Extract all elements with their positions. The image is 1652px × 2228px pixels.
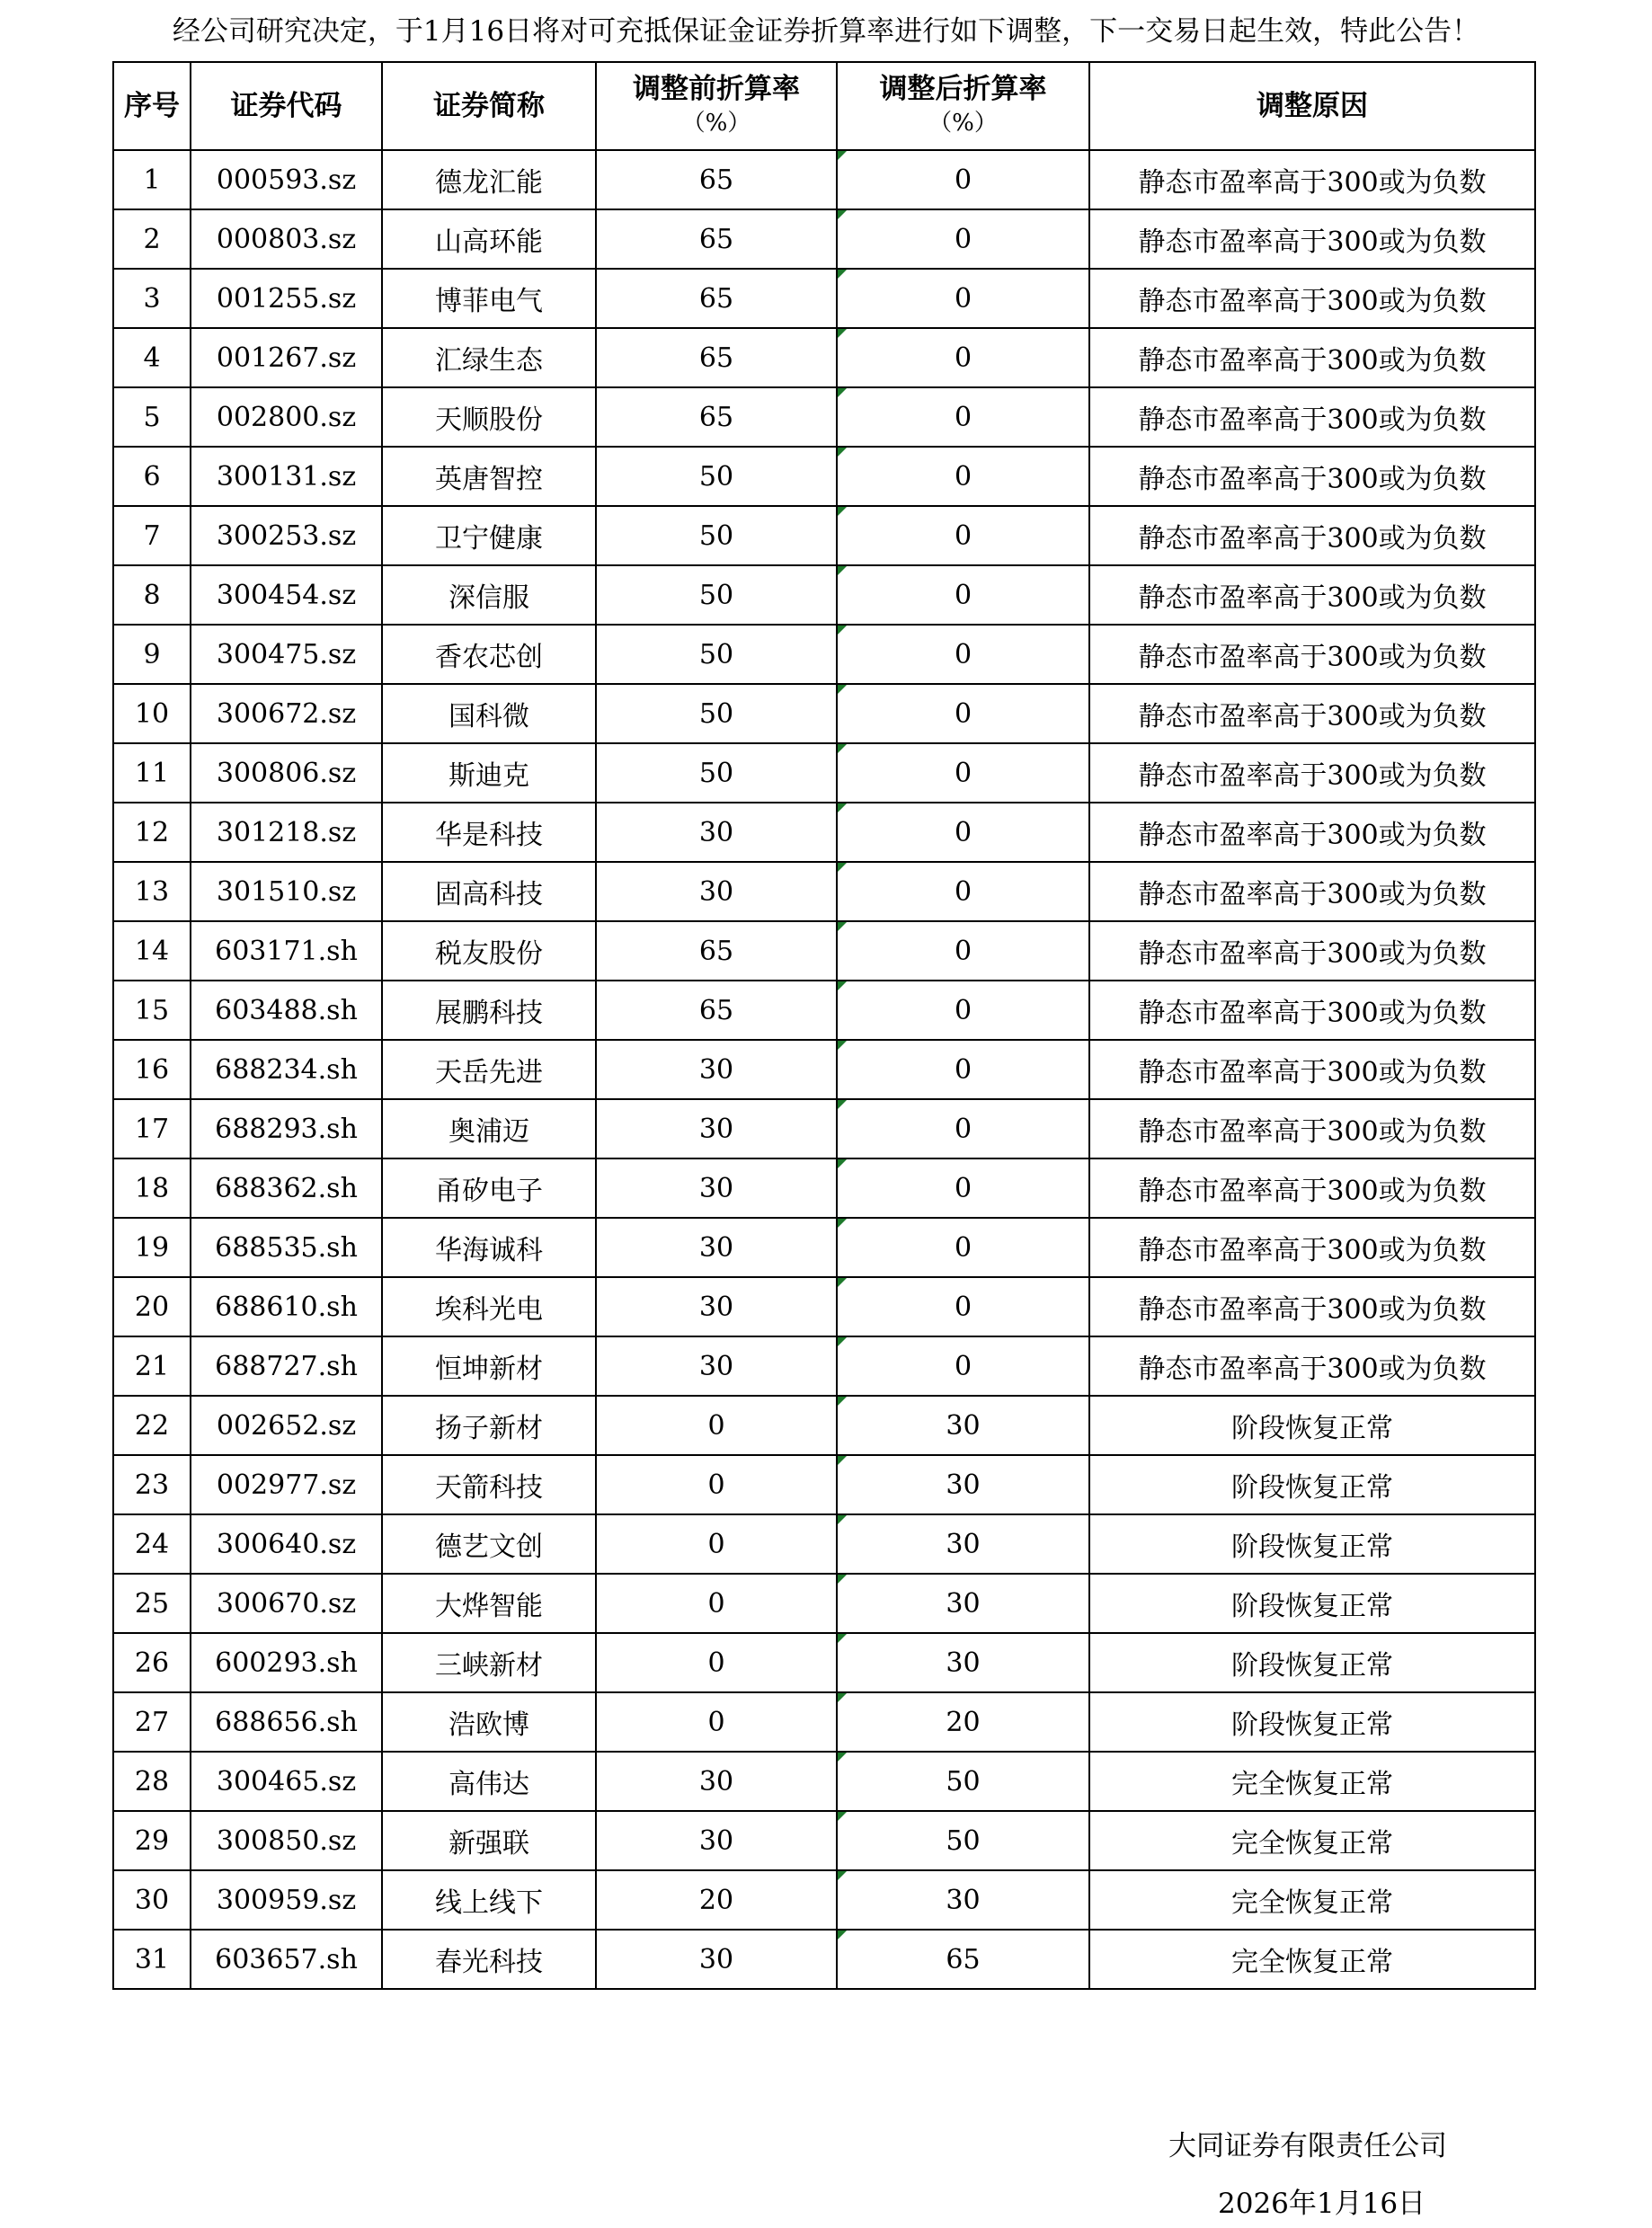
cell-after-value: 50 — [946, 1765, 981, 1797]
cell-before: 30 — [596, 1277, 837, 1336]
cell-reason: 完全恢复正常 — [1089, 1930, 1535, 1989]
table-row — [113, 625, 1535, 684]
cell-name: 固高科技 — [382, 862, 596, 921]
cell-after — [837, 150, 1089, 209]
cell-reason: 静态市盈率高于300或为负数 — [1089, 506, 1535, 565]
cell-name: 扬子新材 — [382, 1396, 596, 1455]
table-row — [113, 1158, 1535, 1218]
cell-reason: 完全恢复正常 — [1089, 1811, 1535, 1870]
cell-no: 29 — [113, 1811, 191, 1870]
cell-reason: 静态市盈率高于300或为负数 — [1089, 1218, 1535, 1277]
cell-no: 26 — [113, 1633, 191, 1692]
signature-company: 大同证券有限责任公司 — [1168, 2130, 1447, 2162]
cell-marker-icon — [838, 981, 847, 990]
cell-after — [837, 1040, 1089, 1099]
cell-code: 300475.sz — [191, 625, 382, 684]
table-row — [113, 565, 1535, 625]
cell-reason: 静态市盈率高于300或为负数 — [1089, 328, 1535, 387]
cell-marker-icon — [838, 388, 847, 397]
cell-after-value: 30 — [946, 1409, 981, 1442]
header-reason: 调整原因 — [1089, 62, 1535, 150]
cell-no: 6 — [113, 447, 191, 506]
cell-reason: 静态市盈率高于300或为负数 — [1089, 981, 1535, 1040]
cell-after-value: 0 — [954, 1113, 973, 1145]
table-row — [113, 1218, 1535, 1277]
cell-before: 65 — [596, 269, 837, 328]
cell-code: 002800.sz — [191, 387, 382, 447]
cell-after — [837, 1336, 1089, 1396]
cell-before: 65 — [596, 150, 837, 209]
notice-intro: 经公司研究决定，于1月16日将对可充抵保证金证券折算率进行如下调整，下一交易日起生效，特此公告！ — [172, 15, 1480, 48]
cell-marker-icon — [838, 1278, 847, 1287]
cell-after — [837, 1218, 1089, 1277]
header-before — [596, 62, 837, 150]
cell-after-value: 0 — [954, 342, 973, 374]
cell-name: 博菲电气 — [382, 269, 596, 328]
table-row — [113, 328, 1535, 387]
cell-name: 深信服 — [382, 565, 596, 625]
cell-after-value: 0 — [954, 1172, 973, 1204]
cell-no: 24 — [113, 1514, 191, 1574]
table-row — [113, 1336, 1535, 1396]
cell-no: 28 — [113, 1752, 191, 1811]
cell-code: 603488.sh — [191, 981, 382, 1040]
cell-name: 恒坤新材 — [382, 1336, 596, 1396]
cell-marker-icon — [838, 270, 847, 279]
cell-after-value: 0 — [954, 223, 973, 255]
cell-name: 香农芯创 — [382, 625, 596, 684]
cell-reason: 静态市盈率高于300或为负数 — [1089, 1277, 1535, 1336]
cell-marker-icon — [838, 1100, 847, 1109]
cell-name: 斯迪克 — [382, 743, 596, 803]
cell-name: 高伟达 — [382, 1752, 596, 1811]
cell-after-value: 0 — [954, 282, 973, 315]
cell-before: 0 — [596, 1514, 837, 1574]
cell-reason: 阶段恢复正常 — [1089, 1692, 1535, 1752]
cell-name: 德龙汇能 — [382, 150, 596, 209]
cell-after — [837, 328, 1089, 387]
cell-reason: 静态市盈率高于300或为负数 — [1089, 1040, 1535, 1099]
cell-name: 德艺文创 — [382, 1514, 596, 1574]
table-body — [113, 150, 1535, 1989]
cell-after-value: 65 — [946, 1943, 981, 1975]
cell-after — [837, 506, 1089, 565]
cell-after — [837, 1870, 1089, 1930]
table-row — [113, 1811, 1535, 1870]
cell-code: 300131.sz — [191, 447, 382, 506]
table-row — [113, 1040, 1535, 1099]
cell-before: 0 — [596, 1455, 837, 1514]
cell-after-value: 0 — [954, 994, 973, 1026]
signature-date: 2026年1月16日 — [1218, 2188, 1426, 2220]
cell-before: 65 — [596, 328, 837, 387]
cell-after — [837, 625, 1089, 684]
cell-code: 300670.sz — [191, 1574, 382, 1633]
cell-code: 603171.sh — [191, 921, 382, 981]
cell-after-value: 0 — [954, 935, 973, 967]
cell-no: 12 — [113, 803, 191, 862]
cell-marker-icon — [838, 151, 847, 160]
cell-code: 301218.sz — [191, 803, 382, 862]
cell-before: 50 — [596, 506, 837, 565]
cell-reason: 静态市盈率高于300或为负数 — [1089, 269, 1535, 328]
cell-before: 50 — [596, 625, 837, 684]
cell-code: 002652.sz — [191, 1396, 382, 1455]
cell-code: 001255.sz — [191, 269, 382, 328]
cell-no: 23 — [113, 1455, 191, 1514]
cell-code: 000593.sz — [191, 150, 382, 209]
cell-no: 27 — [113, 1692, 191, 1752]
cell-after-value: 30 — [946, 1528, 981, 1560]
cell-code: 300850.sz — [191, 1811, 382, 1870]
table-row — [113, 921, 1535, 981]
cell-marker-icon — [838, 922, 847, 931]
cell-name: 埃科光电 — [382, 1277, 596, 1336]
cell-after-value: 30 — [946, 1884, 981, 1916]
cell-after-value: 0 — [954, 875, 973, 908]
cell-after — [837, 981, 1089, 1040]
cell-marker-icon — [838, 863, 847, 872]
cell-code: 300959.sz — [191, 1870, 382, 1930]
header-after-unit: （%） — [928, 110, 998, 137]
cell-no: 30 — [113, 1870, 191, 1930]
table-row — [113, 1574, 1535, 1633]
cell-before: 30 — [596, 1040, 837, 1099]
cell-after-value: 0 — [954, 638, 973, 670]
table-row — [113, 269, 1535, 328]
cell-after-value: 0 — [954, 816, 973, 848]
cell-after — [837, 1396, 1089, 1455]
cell-no: 16 — [113, 1040, 191, 1099]
cell-after — [837, 803, 1089, 862]
cell-after — [837, 1158, 1089, 1218]
cell-name: 天箭科技 — [382, 1455, 596, 1514]
cell-code: 002977.sz — [191, 1455, 382, 1514]
cell-reason: 静态市盈率高于300或为负数 — [1089, 387, 1535, 447]
table-row — [113, 150, 1535, 209]
cell-marker-icon — [838, 803, 847, 812]
cell-before: 20 — [596, 1870, 837, 1930]
cell-before: 30 — [596, 1752, 837, 1811]
cell-name: 华是科技 — [382, 803, 596, 862]
cell-reason: 静态市盈率高于300或为负数 — [1089, 625, 1535, 684]
cell-marker-icon — [838, 744, 847, 753]
cell-before: 30 — [596, 1336, 837, 1396]
cell-name: 卫宁健康 — [382, 506, 596, 565]
table-row — [113, 862, 1535, 921]
cell-before: 0 — [596, 1396, 837, 1455]
cell-name: 天岳先进 — [382, 1040, 596, 1099]
table-row — [113, 1455, 1535, 1514]
header-no: 序号 — [113, 62, 191, 150]
cell-no: 9 — [113, 625, 191, 684]
table-row — [113, 981, 1535, 1040]
cell-code: 688656.sh — [191, 1692, 382, 1752]
cell-code: 688535.sh — [191, 1218, 382, 1277]
cell-no: 17 — [113, 1099, 191, 1158]
cell-reason: 静态市盈率高于300或为负数 — [1089, 862, 1535, 921]
cell-reason: 阶段恢复正常 — [1089, 1396, 1535, 1455]
cell-reason: 静态市盈率高于300或为负数 — [1089, 1158, 1535, 1218]
cell-marker-icon — [838, 1456, 847, 1465]
cell-code: 000803.sz — [191, 209, 382, 269]
cell-no: 10 — [113, 684, 191, 743]
cell-marker-icon — [838, 1812, 847, 1821]
cell-marker-icon — [838, 1159, 847, 1168]
cell-after-value: 0 — [954, 164, 973, 196]
cell-after-value: 0 — [954, 1350, 973, 1382]
cell-code: 688727.sh — [191, 1336, 382, 1396]
cell-no: 8 — [113, 565, 191, 625]
table-row — [113, 209, 1535, 269]
cell-after-value: 0 — [954, 460, 973, 493]
cell-code: 688293.sh — [191, 1099, 382, 1158]
table-row — [113, 1396, 1535, 1455]
cell-name: 税友股份 — [382, 921, 596, 981]
cell-before: 30 — [596, 862, 837, 921]
cell-marker-icon — [838, 1575, 847, 1584]
cell-code: 688362.sh — [191, 1158, 382, 1218]
cell-no: 5 — [113, 387, 191, 447]
cell-before: 65 — [596, 209, 837, 269]
table-row — [113, 1514, 1535, 1574]
cell-reason: 静态市盈率高于300或为负数 — [1089, 743, 1535, 803]
cell-no: 18 — [113, 1158, 191, 1218]
cell-after-value: 30 — [946, 1587, 981, 1620]
cell-no: 22 — [113, 1396, 191, 1455]
cell-before: 50 — [596, 565, 837, 625]
cell-code: 603657.sh — [191, 1930, 382, 1989]
cell-no: 15 — [113, 981, 191, 1040]
cell-marker-icon — [838, 1219, 847, 1228]
table-row — [113, 684, 1535, 743]
header-code: 证券代码 — [191, 62, 382, 150]
cell-after — [837, 269, 1089, 328]
cell-before: 30 — [596, 1930, 837, 1989]
cell-name: 浩欧博 — [382, 1692, 596, 1752]
cell-before: 0 — [596, 1574, 837, 1633]
cell-name: 英唐智控 — [382, 447, 596, 506]
header-after — [837, 62, 1089, 150]
cell-marker-icon — [838, 1931, 847, 1940]
cell-reason: 阶段恢复正常 — [1089, 1455, 1535, 1514]
cell-code: 300640.sz — [191, 1514, 382, 1574]
cell-no: 20 — [113, 1277, 191, 1336]
cell-name: 山高环能 — [382, 209, 596, 269]
cell-after — [837, 209, 1089, 269]
table-row — [113, 1752, 1535, 1811]
cell-reason: 阶段恢复正常 — [1089, 1633, 1535, 1692]
cell-marker-icon — [838, 1693, 847, 1702]
cell-before: 30 — [596, 1811, 837, 1870]
cell-no: 3 — [113, 269, 191, 328]
cell-name: 新强联 — [382, 1811, 596, 1870]
table-row — [113, 1692, 1535, 1752]
cell-marker-icon — [838, 329, 847, 338]
cell-after-value: 0 — [954, 757, 973, 789]
cell-after-value: 0 — [954, 697, 973, 730]
cell-code: 300454.sz — [191, 565, 382, 625]
header-after-label: 调整后折算率 — [879, 73, 1047, 105]
cell-name: 天顺股份 — [382, 387, 596, 447]
table-row — [113, 1099, 1535, 1158]
cell-after-value: 0 — [954, 1053, 973, 1086]
cell-no: 2 — [113, 209, 191, 269]
cell-no: 4 — [113, 328, 191, 387]
cell-name: 华海诚科 — [382, 1218, 596, 1277]
cell-marker-icon — [838, 210, 847, 219]
cell-marker-icon — [838, 1634, 847, 1643]
cell-before: 30 — [596, 1099, 837, 1158]
cell-before: 0 — [596, 1633, 837, 1692]
cell-name: 三峡新材 — [382, 1633, 596, 1692]
header-before-unit: （%） — [681, 110, 751, 137]
table-row — [113, 447, 1535, 506]
cell-after-value: 30 — [946, 1469, 981, 1501]
table-row — [113, 743, 1535, 803]
cell-marker-icon — [838, 685, 847, 694]
cell-before: 0 — [596, 1692, 837, 1752]
cell-reason: 静态市盈率高于300或为负数 — [1089, 803, 1535, 862]
cell-marker-icon — [838, 507, 847, 516]
cell-code: 688610.sh — [191, 1277, 382, 1336]
cell-reason: 完全恢复正常 — [1089, 1752, 1535, 1811]
cell-no: 21 — [113, 1336, 191, 1396]
cell-name: 展鹏科技 — [382, 981, 596, 1040]
cell-reason: 静态市盈率高于300或为负数 — [1089, 684, 1535, 743]
header-name: 证券简称 — [382, 62, 596, 150]
cell-name: 大烨智能 — [382, 1574, 596, 1633]
cell-after — [837, 1514, 1089, 1574]
cell-after — [837, 1277, 1089, 1336]
cell-before: 65 — [596, 981, 837, 1040]
cell-no: 11 — [113, 743, 191, 803]
cell-reason: 静态市盈率高于300或为负数 — [1089, 921, 1535, 981]
table-row — [113, 1870, 1535, 1930]
cell-no: 14 — [113, 921, 191, 981]
cell-no: 7 — [113, 506, 191, 565]
cell-reason: 静态市盈率高于300或为负数 — [1089, 1099, 1535, 1158]
cell-after-value: 20 — [946, 1706, 981, 1738]
cell-after — [837, 862, 1089, 921]
cell-after — [837, 684, 1089, 743]
cell-before: 30 — [596, 1158, 837, 1218]
cell-before: 50 — [596, 684, 837, 743]
cell-after-value: 0 — [954, 401, 973, 433]
table-row — [113, 1633, 1535, 1692]
cell-code: 300806.sz — [191, 743, 382, 803]
cell-name: 奥浦迈 — [382, 1099, 596, 1158]
cell-after — [837, 1099, 1089, 1158]
cell-marker-icon — [838, 1041, 847, 1050]
cell-after-value: 0 — [954, 1231, 973, 1264]
cell-after — [837, 447, 1089, 506]
cell-reason: 完全恢复正常 — [1089, 1870, 1535, 1930]
cell-after-value: 0 — [954, 519, 973, 552]
cell-code: 300465.sz — [191, 1752, 382, 1811]
cell-name: 国科微 — [382, 684, 596, 743]
cell-code: 301510.sz — [191, 862, 382, 921]
table-row — [113, 387, 1535, 447]
cell-before: 30 — [596, 803, 837, 862]
cell-marker-icon — [838, 1337, 847, 1346]
cell-no: 19 — [113, 1218, 191, 1277]
cell-after-value: 30 — [946, 1647, 981, 1679]
cell-marker-icon — [838, 1397, 847, 1406]
cell-marker-icon — [838, 626, 847, 635]
cell-after — [837, 1633, 1089, 1692]
cell-before: 50 — [596, 743, 837, 803]
header-before-label: 调整前折算率 — [633, 73, 800, 105]
cell-after — [837, 1930, 1089, 1989]
cell-after-value: 0 — [954, 579, 973, 611]
cell-after — [837, 1455, 1089, 1514]
cell-after — [837, 1752, 1089, 1811]
cell-after — [837, 743, 1089, 803]
cell-after — [837, 1574, 1089, 1633]
cell-code: 300253.sz — [191, 506, 382, 565]
cell-no: 25 — [113, 1574, 191, 1633]
table-header-row — [113, 62, 1535, 150]
cell-marker-icon — [838, 448, 847, 457]
cell-reason: 阶段恢复正常 — [1089, 1574, 1535, 1633]
cell-after — [837, 1692, 1089, 1752]
cell-after-value: 50 — [946, 1824, 981, 1857]
cell-no: 31 — [113, 1930, 191, 1989]
cell-no: 1 — [113, 150, 191, 209]
cell-marker-icon — [838, 1515, 847, 1524]
cell-reason: 静态市盈率高于300或为负数 — [1089, 447, 1535, 506]
cell-code: 688234.sh — [191, 1040, 382, 1099]
cell-reason: 静态市盈率高于300或为负数 — [1089, 1336, 1535, 1396]
cell-code: 001267.sz — [191, 328, 382, 387]
cell-code: 600293.sh — [191, 1633, 382, 1692]
cell-name: 春光科技 — [382, 1930, 596, 1989]
cell-reason: 静态市盈率高于300或为负数 — [1089, 209, 1535, 269]
table-row — [113, 506, 1535, 565]
cell-reason: 阶段恢复正常 — [1089, 1514, 1535, 1574]
cell-name: 甬矽电子 — [382, 1158, 596, 1218]
cell-code: 300672.sz — [191, 684, 382, 743]
cell-name: 汇绿生态 — [382, 328, 596, 387]
cell-reason: 静态市盈率高于300或为负数 — [1089, 150, 1535, 209]
cell-no: 13 — [113, 862, 191, 921]
table-row — [113, 803, 1535, 862]
cell-name: 线上线下 — [382, 1870, 596, 1930]
cell-before: 30 — [596, 1218, 837, 1277]
cell-marker-icon — [838, 1871, 847, 1880]
cell-before: 65 — [596, 921, 837, 981]
cell-before: 50 — [596, 447, 837, 506]
cell-after — [837, 921, 1089, 981]
cell-after-value: 0 — [954, 1291, 973, 1323]
cell-marker-icon — [838, 1753, 847, 1762]
table-row — [113, 1930, 1535, 1989]
cell-before: 65 — [596, 387, 837, 447]
cell-after — [837, 387, 1089, 447]
cell-reason: 静态市盈率高于300或为负数 — [1089, 565, 1535, 625]
cell-marker-icon — [838, 566, 847, 575]
cell-after — [837, 565, 1089, 625]
cell-after — [837, 1811, 1089, 1870]
table-row — [113, 1277, 1535, 1336]
adjustment-table — [112, 61, 1536, 1990]
